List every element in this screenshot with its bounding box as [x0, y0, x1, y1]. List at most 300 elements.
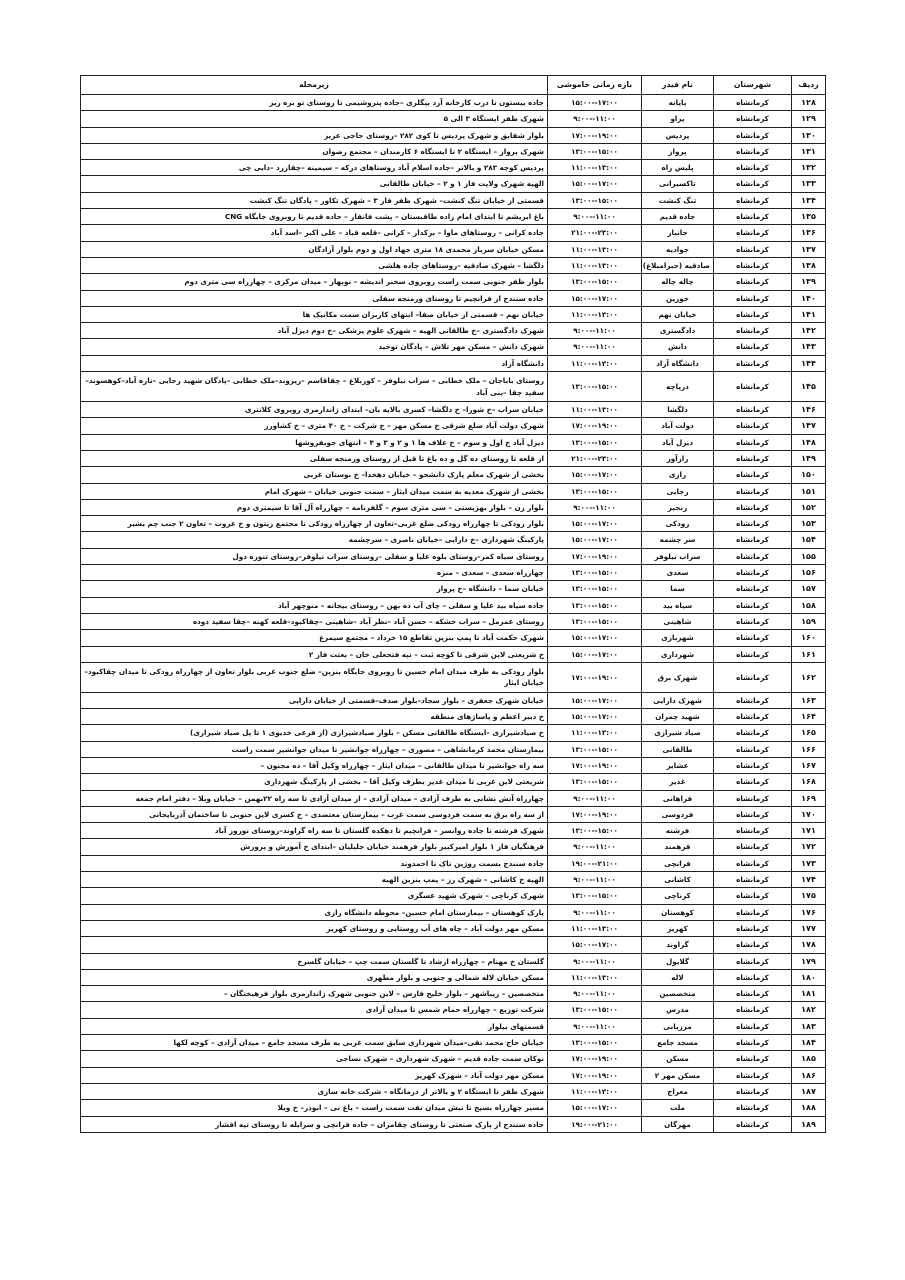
cell-city: کرمانشاه: [714, 241, 792, 257]
cell-feeder: مدرس: [642, 1002, 714, 1018]
cell-city: کرمانشاه: [714, 741, 792, 757]
cell-feeder: تنگ کنشت: [642, 192, 714, 208]
cell-index: ۱۶۶: [792, 741, 826, 757]
cell-time-window: ۱۱:۰۰--۱۳:۰۰: [548, 402, 642, 418]
cell-index: ۱۵۳: [792, 516, 826, 532]
table-row: [81, 402, 826, 418]
table-row: [81, 709, 826, 725]
table-row: [81, 355, 826, 371]
cell-city: کرمانشاه: [714, 450, 792, 466]
cell-city: کرمانشاه: [714, 709, 792, 725]
cell-time-window: ۹:۰۰--۱۱:۰۰: [548, 790, 642, 806]
cell-city: کرمانشاه: [714, 953, 792, 969]
cell-index: ۱۳۴: [792, 192, 826, 208]
cell-feeder: کرناچی: [642, 888, 714, 904]
table-row: [81, 839, 826, 855]
table-row: [81, 823, 826, 839]
cell-area: خیابان نهم – قسمتی از خیابان صفا– انتهای کاربزان سمت مکانیک ها: [81, 306, 548, 322]
cell-area: روستای باباجان – ملک خطابی – سراب نیلوفر – کوربلاغ – چقاقاسم –ریزوند–ملک خطابی –پادگان شهید رجایی –تازه آباد–کوهسوند–سفید چقا –بنی آباد: [81, 372, 548, 402]
table-row: [81, 418, 826, 434]
table-row: [81, 127, 826, 143]
cell-feeder: چاله چاله: [642, 274, 714, 290]
cell-feeder: جوادیه: [642, 241, 714, 257]
cell-area: مسکن خیابان سرباز محمدی ۱۸ متری جهاد اول و دوم بلوار آزادگان: [81, 241, 548, 257]
cell-area: خیابان حاج محمد تقی–میدان شهرداری سابق سمت غربی به طرف مسجد جامع – میدان آزادی – کوچه لکها: [81, 1035, 548, 1051]
cell-feeder: خیابان نهم: [642, 306, 714, 322]
cell-time-window: ۱۵:۰۰--۱۷:۰۰: [548, 692, 642, 708]
table-row: [81, 953, 826, 969]
cell-time-window: ۹:۰۰--۱۱:۰۰: [548, 1018, 642, 1034]
table-row: [81, 888, 826, 904]
cell-city: کرمانشاه: [714, 306, 792, 322]
cell-feeder: دریاچه: [642, 372, 714, 402]
table-row: [81, 241, 826, 257]
cell-feeder: دلگشا: [642, 402, 714, 418]
table-row: [81, 757, 826, 773]
cell-area: بلوار زن – بلوار بهزیستی – سی متری سوم – گلفرنامه – چهارراه آل آقا تا سیمتری دوم: [81, 499, 548, 515]
cell-feeder: سر چشمه: [642, 532, 714, 548]
cell-time-window: ۹:۰۰--۱۱:۰۰: [548, 839, 642, 855]
table-row: [81, 630, 826, 646]
cell-feeder: مسکن: [642, 1051, 714, 1067]
cell-feeder: فراهانی: [642, 790, 714, 806]
outage-schedule-table: [80, 75, 826, 1133]
header-city: شهرستان: [714, 76, 792, 95]
cell-area: متخصصین – زیباشهر – بلوار خلیج فارس – لاین جنوبی شهرک ژاندارمری بلوار فرهیختگان –: [81, 986, 548, 1002]
table-row: [81, 725, 826, 741]
cell-feeder: متخصصین: [642, 986, 714, 1002]
cell-feeder: دانشگاه آزاد: [642, 355, 714, 371]
cell-feeder: شهرداری: [642, 646, 714, 662]
table-row: [81, 855, 826, 871]
cell-index: ۱۵۷: [792, 581, 826, 597]
cell-time-window: ۱۹:۰۰--۲۱:۰۰: [548, 1116, 642, 1132]
cell-time-window: ۱۷:۰۰--۱۹:۰۰: [548, 757, 642, 773]
cell-city: کرمانشاه: [714, 372, 792, 402]
table-row: [81, 160, 826, 176]
cell-time-window: ۱۷:۰۰--۱۹:۰۰: [548, 418, 642, 434]
table-row: [81, 969, 826, 985]
cell-feeder: تاکسیرانی: [642, 176, 714, 192]
cell-time-window: ۱۳:۰۰--۱۵:۰۰: [548, 613, 642, 629]
cell-city: کرمانشاه: [714, 1083, 792, 1099]
cell-index: ۱۶۳: [792, 692, 826, 708]
cell-city: کرمانشاه: [714, 499, 792, 515]
cell-index: ۱۷۷: [792, 920, 826, 936]
cell-time-window: ۱۱:۰۰--۱۳:۰۰: [548, 725, 642, 741]
cell-index: ۱۵۸: [792, 597, 826, 613]
cell-area: دلگشا – شهرک صادقیه –روستاهای جاده هلشی: [81, 257, 548, 273]
table-row: [81, 225, 826, 241]
cell-time-window: ۹:۰۰--۱۱:۰۰: [548, 111, 642, 127]
cell-city: کرمانشاه: [714, 937, 792, 953]
cell-feeder: گلایول: [642, 953, 714, 969]
cell-area: الهیه خ کاشانی – شهرک رز – پمپ بنزین الهیه: [81, 872, 548, 888]
cell-index: ۱۶۷: [792, 757, 826, 773]
cell-area: گلستان خ مهنام – چهارراه ارشاد تا گلستان سمت چپ – خیابان گلسرخ: [81, 953, 548, 969]
cell-time-window: ۱۵:۰۰--۱۷:۰۰: [548, 467, 642, 483]
cell-index: ۱۷۰: [792, 806, 826, 822]
cell-index: ۱۳۷: [792, 241, 826, 257]
table-row: [81, 339, 826, 355]
cell-time-window: ۱۳:۰۰--۱۵:۰۰: [548, 483, 642, 499]
table-row: [81, 306, 826, 322]
table-row: [81, 565, 826, 581]
cell-time-window: ۱۵:۰۰--۱۷:۰۰: [548, 709, 642, 725]
cell-area: جاده بیستون تا درب کارخانه آرد بیگلری –جاده پتروشیمی تا روستای تو بره ریز: [81, 95, 548, 111]
cell-index: ۱۲۸: [792, 95, 826, 111]
cell-area: خ دبیر اعظم و پاساژهای منطقه: [81, 709, 548, 725]
cell-city: کرمانشاه: [714, 176, 792, 192]
table-row: [81, 581, 826, 597]
cell-feeder: فرهمند: [642, 839, 714, 855]
cell-city: کرمانشاه: [714, 160, 792, 176]
cell-index: ۱۶۰: [792, 630, 826, 646]
cell-index: ۱۴۷: [792, 418, 826, 434]
cell-city: کرمانشاه: [714, 209, 792, 225]
cell-index: ۱۶۱: [792, 646, 826, 662]
table-row: [81, 532, 826, 548]
cell-index: ۱۸۷: [792, 1083, 826, 1099]
cell-feeder: فردوسی: [642, 806, 714, 822]
table-row: [81, 1083, 826, 1099]
cell-area: از سه راه برق به سمت فردوسی سمت غرب – بیمارستان معتضدی – خ کسری لاین جنوبی تا ساختمان آذربایجانی: [81, 806, 548, 822]
cell-time-window: ۱۳:۰۰--۱۵:۰۰: [548, 774, 642, 790]
cell-index: ۱۸۳: [792, 1018, 826, 1034]
cell-feeder: شاهینی: [642, 613, 714, 629]
table-row: [81, 450, 826, 466]
cell-city: کرمانشاه: [714, 806, 792, 822]
cell-feeder: رجایی: [642, 483, 714, 499]
cell-area: بلوار ظفر جنوبی سمت راست روبروی سخنر اندیشه – نوبهار – میدان مرکزی – چهارراه سی متری دوم: [81, 274, 548, 290]
cell-city: کرمانشاه: [714, 597, 792, 613]
cell-time-window: ۱۷:۰۰--۱۹:۰۰: [548, 1067, 642, 1083]
cell-area: جاده سیاه بید علیا و سفلی – چای آب ده بهن – روستای بیجانه – منوچهر آباد: [81, 597, 548, 613]
cell-index: ۱۶۸: [792, 774, 826, 790]
cell-index: ۱۶۵: [792, 725, 826, 741]
cell-index: ۱۴۹: [792, 450, 826, 466]
cell-index: ۱۸۶: [792, 1067, 826, 1083]
cell-index: ۱۳۹: [792, 274, 826, 290]
cell-area: جاده کرانی – روستاهای ماوا – برکدار – کرانی –قلعه قباد – علی اکبر –اسد آباد: [81, 225, 548, 241]
cell-feeder: شهربازی: [642, 630, 714, 646]
cell-feeder: پایانه: [642, 95, 714, 111]
cell-area: شریعتی لاین غربی تا میدان غدیر بطرف وکیل آقا – بخشی از پارکینگ شهرداری: [81, 774, 548, 790]
cell-feeder: کاشانی: [642, 872, 714, 888]
table-row: [81, 613, 826, 629]
table-row: [81, 176, 826, 192]
cell-index: ۱۴۶: [792, 402, 826, 418]
cell-index: ۱۴۰: [792, 290, 826, 306]
cell-index: ۱۸۴: [792, 1035, 826, 1051]
cell-feeder: غدیر: [642, 774, 714, 790]
cell-city: کرمانشاه: [714, 692, 792, 708]
cell-index: ۱۴۵: [792, 372, 826, 402]
cell-time-window: ۱۵:۰۰--۱۷:۰۰: [548, 290, 642, 306]
cell-city: کرمانشاه: [714, 920, 792, 936]
table-row: [81, 662, 826, 692]
cell-time-window: ۱۳:۰۰--۱۵:۰۰: [548, 1002, 642, 1018]
table-row: [81, 323, 826, 339]
table-row: [81, 257, 826, 273]
cell-index: ۱۳۳: [792, 176, 826, 192]
cell-city: کرمانشاه: [714, 662, 792, 692]
cell-area: جاده سنندج بسمت روژین تاک تا احمدوند: [81, 855, 548, 871]
cell-city: کرمانشاه: [714, 127, 792, 143]
table-row: [81, 646, 826, 662]
cell-time-window: ۱۱:۰۰--۱۳:۰۰: [548, 1083, 642, 1099]
cell-index: ۱۳۰: [792, 127, 826, 143]
cell-index: ۱۳۱: [792, 143, 826, 159]
cell-index: ۱۷۵: [792, 888, 826, 904]
cell-time-window: ۱۳:۰۰--۱۵:۰۰: [548, 823, 642, 839]
cell-time-window: ۱۵:۰۰--۱۷:۰۰: [548, 516, 642, 532]
cell-time-window: ۱۳:۰۰--۱۵:۰۰: [548, 741, 642, 757]
cell-time-window: ۱۷:۰۰--۱۹:۰۰: [548, 127, 642, 143]
cell-time-window: ۱۳:۰۰--۱۵:۰۰: [548, 143, 642, 159]
cell-index: ۱۸۱: [792, 986, 826, 1002]
table-row: [81, 597, 826, 613]
cell-time-window: ۹:۰۰--۱۱:۰۰: [548, 953, 642, 969]
cell-city: کرمانشاه: [714, 839, 792, 855]
table-row: [81, 143, 826, 159]
cell-city: کرمانشاه: [714, 274, 792, 290]
cell-time-window: ۱۳:۰۰--۱۵:۰۰: [548, 888, 642, 904]
cell-area: شهرک دادگستری –خ طالقانی الهیه – شهرک علوم پزشکی –خ دوم دیزل آباد: [81, 323, 548, 339]
cell-city: کرمانشاه: [714, 355, 792, 371]
cell-time-window: ۱۹:۰۰--۲۱:۰۰: [548, 855, 642, 871]
cell-city: کرمانشاه: [714, 516, 792, 532]
cell-feeder: صیاد شیرازی: [642, 725, 714, 741]
cell-feeder: شهرک برق: [642, 662, 714, 692]
cell-index: ۱۳۲: [792, 160, 826, 176]
cell-time-window: ۹:۰۰--۱۱:۰۰: [548, 339, 642, 355]
cell-feeder: سما: [642, 581, 714, 597]
cell-feeder: صادقیه (جبرامبلاغ): [642, 257, 714, 273]
cell-time-window: ۱۳:۰۰--۱۵:۰۰: [548, 274, 642, 290]
cell-area: خیابان سما – دانشگاه –خ پرواز: [81, 581, 548, 597]
cell-index: ۱۶۴: [792, 709, 826, 725]
cell-area: چهارراه سعدی – سعدی – منزه: [81, 565, 548, 581]
table-row: [81, 111, 826, 127]
cell-feeder: رودکی: [642, 516, 714, 532]
table-row: [81, 290, 826, 306]
cell-city: کرمانشاه: [714, 1067, 792, 1083]
cell-index: ۱۸۰: [792, 969, 826, 985]
cell-time-window: ۱۱:۰۰--۱۳:۰۰: [548, 355, 642, 371]
cell-time-window: ۱۱:۰۰--۱۳:۰۰: [548, 920, 642, 936]
cell-index: ۱۵۹: [792, 613, 826, 629]
cell-area: روستای سیاه کمر–روستای بلوه علیا و سفلی –روستای سراب نیلوفر–روستای تنوره دول: [81, 548, 548, 564]
cell-feeder: دادگستری: [642, 323, 714, 339]
cell-time-window: ۱۱:۰۰--۱۳:۰۰: [548, 257, 642, 273]
cell-feeder: لاله: [642, 969, 714, 985]
table-row: [81, 1018, 826, 1034]
cell-city: کرمانشاه: [714, 418, 792, 434]
cell-time-window: ۱۱:۰۰--۱۳:۰۰: [548, 969, 642, 985]
cell-index: ۱۴۸: [792, 434, 826, 450]
cell-area: شهرک کرناچی – شهرک شهید عسگری: [81, 888, 548, 904]
cell-feeder: شهرک دارایی: [642, 692, 714, 708]
cell-feeder: پرواز: [642, 143, 714, 159]
cell-index: ۱۵۵: [792, 548, 826, 564]
cell-feeder: معراج: [642, 1083, 714, 1099]
cell-feeder: پراو: [642, 111, 714, 127]
table-header-row: [81, 76, 826, 95]
cell-area: قسمتی از خیابان تنگ کنشت– شهرک ظفر فاز ۳ – شهرک تکاور – پادگان تنگ کنشت: [81, 192, 548, 208]
cell-city: کرمانشاه: [714, 1018, 792, 1034]
cell-index: ۱۷۲: [792, 839, 826, 855]
cell-area: مسیر چهارراه بسیج تا نبش میدان نفت سمت راست – باغ نی – ابوذر– خ ویلا: [81, 1100, 548, 1116]
cell-index: ۱۷۳: [792, 855, 826, 871]
cell-feeder: پلیس راه: [642, 160, 714, 176]
cell-area: جاده سنندج از پارک صنعتی تا روستای چقامران – جاده فرانچی و سرابله تا روستای تپه افشار: [81, 1116, 548, 1132]
cell-feeder: فرانچی: [642, 855, 714, 871]
cell-area: پردیس کوچه ۲۸۳ و بالاتر –جاده اسلام آباد روستاهای درکه – سیمینه –چقازرد –دایی چی: [81, 160, 548, 176]
table-row: [81, 499, 826, 515]
cell-area: خ صیادشیرازی –ایستگاه طالقانی مسکن – بلوار صیادشیرازی (از فرعی خدیوی ۱ تا پل صیاد شیرازی): [81, 725, 548, 741]
cell-area: قسمتهای بیلوار: [81, 1018, 548, 1034]
cell-index: ۱۸۹: [792, 1116, 826, 1132]
cell-city: کرمانشاه: [714, 888, 792, 904]
cell-area: خ شریعتی لاین شرقی تا کوچه ثبت – تپه فتحعلی خان – بعثت فاز ۲: [81, 646, 548, 662]
header-index: ردیف: [792, 76, 826, 95]
cell-feeder: مهرگان: [642, 1116, 714, 1132]
cell-time-window: ۹:۰۰--۱۱:۰۰: [548, 323, 642, 339]
cell-area: چهارراه آتش نشانی به طرف آزادی – میدان آزادی – از میدان آزادی تا سه راه ۲۲بهمن – خیابان وبلا – دفتر امام جمعه: [81, 790, 548, 806]
table-row: [81, 209, 826, 225]
cell-index: ۱۲۹: [792, 111, 826, 127]
cell-city: کرمانشاه: [714, 143, 792, 159]
table-row: [81, 1100, 826, 1116]
cell-city: کرمانشاه: [714, 532, 792, 548]
table-row: [81, 483, 826, 499]
cell-feeder: سیاه بید: [642, 597, 714, 613]
cell-time-window: ۱۳:۰۰--۱۵:۰۰: [548, 434, 642, 450]
cell-feeder: کوهستان: [642, 904, 714, 920]
header-time-window: بازه زمانی خاموشی: [548, 76, 642, 95]
cell-area: دیزل آباد خ اول و سوم – خ علاف ها ۱ و ۲ و ۳ و ۴ – انتهای جوبفروشها: [81, 434, 548, 450]
cell-feeder: عشایر: [642, 757, 714, 773]
cell-city: کرمانشاه: [714, 290, 792, 306]
header-feeder: نام فیدر: [642, 76, 714, 95]
cell-index: ۱۳۶: [792, 225, 826, 241]
cell-time-window: ۹:۰۰--۱۱:۰۰: [548, 904, 642, 920]
cell-city: کرمانشاه: [714, 613, 792, 629]
cell-index: ۱۶۲: [792, 662, 826, 692]
cell-time-window: ۱۱:۰۰--۱۳:۰۰: [548, 306, 642, 322]
cell-index: ۱۵۲: [792, 499, 826, 515]
cell-index: ۱۳۵: [792, 209, 826, 225]
cell-area: مسکن مهر دولت آباد – شهرک کهریز: [81, 1067, 548, 1083]
cell-city: کرمانشاه: [714, 904, 792, 920]
table-row: [81, 790, 826, 806]
table-row: [81, 1035, 826, 1051]
cell-time-window: ۱۳:۰۰--۱۵:۰۰: [548, 581, 642, 597]
cell-area: بلوار رودکی تا چهارراه رودکی ضلع غربی–تعاون از چهارراه رودکی تا مجتمع زیتون و خ عروت – تعاون ۲ جنب چم بشیر: [81, 516, 548, 532]
cell-feeder: فرشته: [642, 823, 714, 839]
cell-city: کرمانشاه: [714, 725, 792, 741]
cell-feeder: رنجبر: [642, 499, 714, 515]
cell-index: ۱۵۱: [792, 483, 826, 499]
cell-feeder: رازآور: [642, 450, 714, 466]
cell-city: کرمانشاه: [714, 339, 792, 355]
cell-city: کرمانشاه: [714, 969, 792, 985]
cell-area: روستای عمرمل – سراب خشکه – حسن آباد –نظر آباد –شاهینی –چقاکبود–قلعه کهنه –چقا سفید دوده: [81, 613, 548, 629]
cell-time-window: ۱۵:۰۰--۱۷:۰۰: [548, 95, 642, 111]
cell-area: شهرک پرواز – ایستگاه ۲ تا ایستگاه ۶ کارمندان – مجتمع رضوان: [81, 143, 548, 159]
cell-index: ۱۷۴: [792, 872, 826, 888]
table-row: [81, 741, 826, 757]
cell-feeder: رازی: [642, 467, 714, 483]
cell-city: کرمانشاه: [714, 192, 792, 208]
cell-area: شهرک فرشته تا جاده روانسر – فرانچیم تا دهکده گلستان تا سه راه گراوند–روستای نوروز آباد: [81, 823, 548, 839]
cell-city: کرمانشاه: [714, 1035, 792, 1051]
cell-feeder: مرزبانی: [642, 1018, 714, 1034]
cell-city: کرمانشاه: [714, 1116, 792, 1132]
cell-city: کرمانشاه: [714, 646, 792, 662]
cell-area: بلوار رودکی به طرف میدان امام حسین تا روبروی جایگاه بنزین– ضلع جنوب غربی بلوار تعاون از چهارراه رودکی تا میدان چقاکبود– خیابان ایثار: [81, 662, 548, 692]
cell-area: نوکان سمت جاده قدیم – شهرک شهرداری – شهرک نساجی: [81, 1051, 548, 1067]
table-row: [81, 774, 826, 790]
cell-city: کرمانشاه: [714, 225, 792, 241]
table-row: [81, 372, 826, 402]
cell-area: شهرک ظفر تا ایستگاه ۲ و بالاتر از درمانگاه – شرکت خانه سازی: [81, 1083, 548, 1099]
cell-time-window: ۲۱:۰۰--۲۳:۰۰: [548, 450, 642, 466]
cell-index: ۱۴۳: [792, 339, 826, 355]
cell-time-window: ۱۵:۰۰--۱۷:۰۰: [548, 630, 642, 646]
cell-time-window: ۱۵:۰۰--۱۷:۰۰: [548, 646, 642, 662]
cell-city: کرمانشاه: [714, 986, 792, 1002]
cell-feeder: کهریز: [642, 920, 714, 936]
table-row: [81, 467, 826, 483]
table-row: [81, 1067, 826, 1083]
cell-area: بخشی از شهرک معدیه به سمت میدان ایثار – سمت جنوبی خیابان – شهرک امام: [81, 483, 548, 499]
cell-city: کرمانشاه: [714, 548, 792, 564]
cell-feeder: دانش: [642, 339, 714, 355]
cell-city: کرمانشاه: [714, 630, 792, 646]
cell-time-window: ۱۱:۰۰--۱۳:۰۰: [548, 160, 642, 176]
cell-feeder: طالقانی: [642, 741, 714, 757]
cell-area: شهرک حکمت آباد تا پمپ بنزین تقاطع ۱۵ خرداد – مجتمع سیمرغ: [81, 630, 548, 646]
cell-city: کرمانشاه: [714, 483, 792, 499]
table-body: [81, 95, 826, 1133]
cell-time-window: ۱۵:۰۰--۱۷:۰۰: [548, 1100, 642, 1116]
cell-area: از قلعه تا روستای ده گل و ده باغ تا قبل از روستای ورمنجه سفلی: [81, 450, 548, 466]
cell-area: شهرک ظفر ایستگاه ۳ الی ۵: [81, 111, 548, 127]
cell-city: کرمانشاه: [714, 823, 792, 839]
table-row: [81, 95, 826, 111]
cell-time-window: ۱۷:۰۰--۱۹:۰۰: [548, 1051, 642, 1067]
cell-city: کرمانشاه: [714, 855, 792, 871]
header-area: زیرمحله: [81, 76, 548, 95]
cell-index: ۱۸۸: [792, 1100, 826, 1116]
cell-feeder: سراب نیلوفر: [642, 548, 714, 564]
cell-time-window: ۱۷:۰۰--۱۹:۰۰: [548, 662, 642, 692]
cell-feeder: پردیس: [642, 127, 714, 143]
table-row: [81, 986, 826, 1002]
cell-area: سه راه جوانشیر تا میدان طالقانی – میدان ایثار – چهارراه وکیل آقا – ده مجنون –: [81, 757, 548, 773]
cell-index: ۱۷۹: [792, 953, 826, 969]
cell-index: ۱۷۸: [792, 937, 826, 953]
cell-city: کرمانشاه: [714, 1100, 792, 1116]
table-row: [81, 192, 826, 208]
cell-area: شرکت توزیع – چهارراه حمام شمس تا میدان آزادی: [81, 1002, 548, 1018]
cell-area: جاده سنندج از فرانچیم تا روستای ورمنجه سفلی: [81, 290, 548, 306]
table-row: [81, 516, 826, 532]
cell-city: کرمانشاه: [714, 774, 792, 790]
cell-time-window: ۱۷:۰۰--۱۹:۰۰: [548, 806, 642, 822]
